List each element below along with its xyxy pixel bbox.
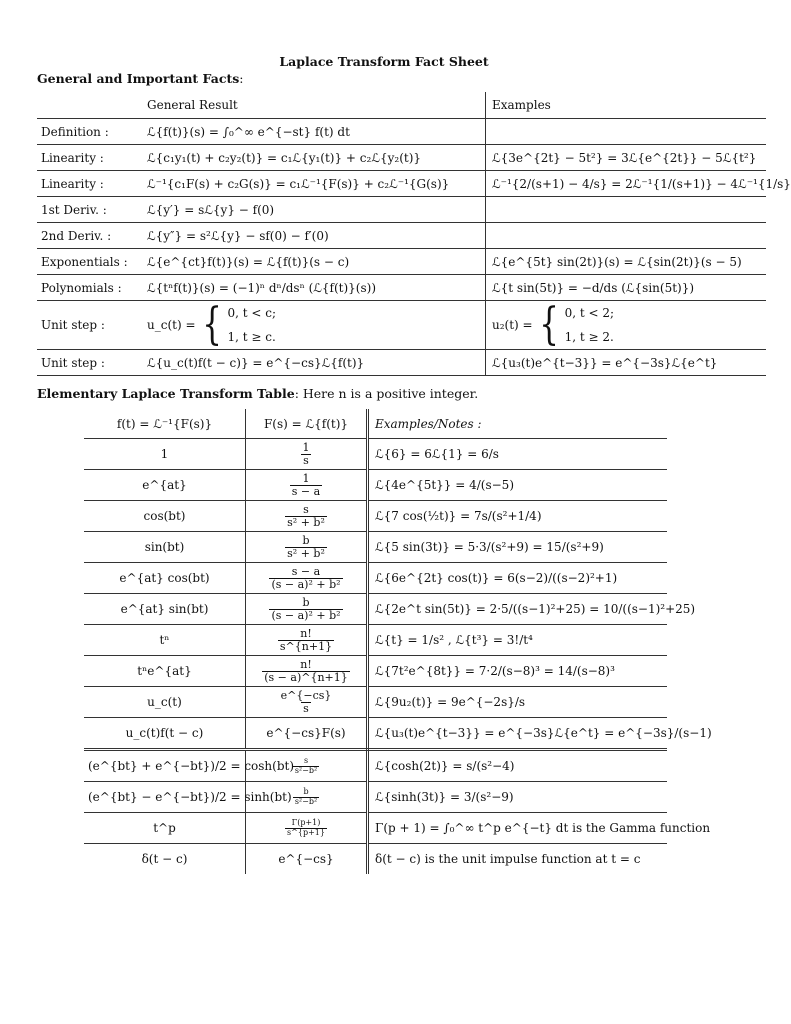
fact-example — [486, 301, 767, 350]
transform-row — [84, 470, 667, 501]
fact-label: Linearity : — [37, 145, 143, 171]
transform-note: ℒ{u₃(t)e^{t−3}} = e^{−3s}ℒ{e^t} = e^{−3s}/(s−1) — [368, 718, 668, 750]
transform-F — [246, 563, 368, 594]
transform-f: δ(t − c) — [84, 844, 246, 875]
fraction-denominator: (s − a)² + b² — [271, 577, 341, 591]
transform-f: e^{at} cos(bt) — [84, 563, 246, 594]
transform-row — [84, 563, 667, 594]
fact-example: ℒ{e^{5t} sin(2t)}(s) = ℒ{sin(2t)}(s − 5) — [486, 249, 767, 275]
fraction-denominator: s² + b² — [287, 515, 325, 529]
fact-example: ℒ{t sin(5t)} = −d/ds (ℒ{sin(5t)}) — [486, 275, 767, 301]
facts-row — [37, 249, 766, 275]
fraction-numerator: n! — [300, 626, 312, 640]
fact-result: ℒ{f(t)}(s) = ∫₀^∞ e^{−st} f(t) dt — [143, 119, 486, 145]
transform-f: cos(bt) — [84, 501, 246, 532]
transform-note: δ(t − c) is the unit impulse function at t = c — [375, 852, 641, 866]
fact-example — [486, 223, 767, 249]
transform-f: tⁿ — [84, 625, 246, 656]
fraction-denominator: s − a — [291, 484, 321, 498]
transform-fraction — [301, 442, 312, 466]
fraction-denominator: (s − a)^{n+1} — [264, 670, 348, 684]
laplace-transform-table — [84, 409, 712, 874]
unit-step-definition-lhs: u_c(t) = — [147, 318, 196, 332]
facts-row — [37, 119, 766, 145]
transform-F — [246, 594, 368, 625]
transform-row — [84, 844, 667, 875]
fact-result: ℒ{y″} = s²ℒ{y} − sf(0) − f′(0) — [143, 223, 486, 249]
fraction-numerator: 1 — [302, 471, 310, 485]
laplace-header-row — [84, 409, 667, 439]
unit-step-example-cases — [565, 306, 614, 344]
unit-step-example-case: 0, t < 2; — [564, 306, 615, 320]
fraction-denominator: s^{n+1} — [279, 639, 333, 653]
transform-F: e^{−cs}F(s) — [246, 718, 368, 750]
facts-row — [37, 350, 766, 376]
transform-F — [246, 439, 368, 470]
transform-f: (e^{bt} + e^{−bt})/2 = cosh(bt) — [84, 750, 246, 782]
transform-F — [246, 687, 368, 718]
transform-fraction — [285, 819, 327, 837]
transform-f: sin(bt) — [84, 532, 246, 563]
transform-fraction — [293, 757, 319, 775]
fraction-numerator: e^{−cs} — [280, 688, 332, 702]
fact-label: Polynomials : — [37, 275, 143, 301]
unit-step-example-case: 1, t ≥ 2. — [564, 330, 614, 344]
header-f: f(t) = ℒ⁻¹{F(s)} — [84, 409, 246, 439]
unit-step-definition — [147, 299, 277, 351]
transform-note: ℒ{7t²e^{8t}} = 7·2/(s−8)³ = 14/(s−8)³ — [368, 656, 668, 687]
transform-note: ℒ{sinh(3t)} = 3/(s²−9) — [368, 782, 668, 813]
unit-step-example-brace: { — [538, 299, 559, 351]
transform-note: ℒ{6} = 6ℒ{1} = 6/s — [368, 439, 668, 470]
transform-note: ℒ{4e^{5t}} = 4/(s−5) — [368, 470, 668, 501]
facts-row — [37, 223, 766, 249]
transform-F — [246, 625, 368, 656]
fact-result: ℒ⁻¹{c₁F(s) + c₂G(s)} = c₁ℒ⁻¹{F(s)} + c₂ℒ⁻¹{G(s)} — [143, 171, 486, 197]
transform-f: tⁿe^{at} — [84, 656, 246, 687]
fact-label: 2nd Deriv. : — [37, 223, 143, 249]
transform-fraction — [290, 473, 322, 497]
transform-note: ℒ{5 sin(3t)} = 5·3/(s²+9) = 15/(s²+9) — [368, 532, 668, 563]
transform-row — [84, 782, 667, 813]
transform-fraction — [285, 535, 327, 559]
fraction-denominator: s — [303, 453, 309, 467]
transform-fraction — [269, 566, 342, 590]
fraction-denominator: s² + b² — [287, 546, 325, 560]
facts-header-examples: Examples — [486, 92, 767, 119]
transform-f: u_c(t)f(t − c) — [84, 718, 246, 750]
transform-f: t^p — [84, 813, 246, 844]
facts-table — [37, 92, 791, 376]
transform-row — [84, 501, 667, 532]
fact-example — [486, 197, 767, 223]
unit-step-definition-cases — [228, 306, 277, 344]
fraction-numerator: s — [303, 756, 309, 766]
facts-row — [37, 171, 766, 197]
fraction-denominator: s — [303, 701, 309, 715]
transform-note: ℒ{6e^{2t} cos(t)} = 6(s−2)/((s−2)²+1) — [368, 563, 668, 594]
transform-row — [84, 532, 667, 563]
facts-row — [37, 197, 766, 223]
transform-row — [84, 718, 667, 750]
fact-label: Unit step : — [37, 350, 143, 376]
unit-step-example — [492, 299, 615, 351]
transform-note: ℒ{2e^t sin(5t)} = 2·5/((s−1)²+25) = 10/((s−1)²+25) — [368, 594, 668, 625]
header-notes: Examples/Notes : — [368, 409, 668, 439]
fraction-numerator: 1 — [302, 440, 310, 454]
transform-row — [84, 750, 667, 782]
transform-fraction — [279, 690, 334, 714]
transform-note: Γ(p + 1) = ∫₀^∞ t^p e^{−t} dt is the Gamma function — [368, 813, 668, 844]
fraction-denominator: s²−b² — [294, 765, 318, 775]
fact-example: ℒ{3e^{2t} − 5t²} = 3ℒ{e^{2t}} − 5ℒ{t²} — [486, 145, 767, 171]
fact-result: ℒ{e^{ct}f(t)}(s) = ℒ{f(t)}(s − c) — [143, 249, 486, 275]
fraction-numerator: b — [303, 787, 309, 797]
transform-row — [84, 687, 667, 718]
transform-F: e^{−cs} — [246, 844, 368, 875]
transform-note: ℒ{7 cos(½t)} = 7s/(s²+1/4) — [368, 501, 668, 532]
fact-example: ℒ⁻¹{2/(s+1) − 4/s} = 2ℒ⁻¹{1/(s+1)} − 4ℒ⁻¹{1/s} — [486, 171, 767, 197]
transform-note: ℒ{t} = 1/s² , ℒ{t³} = 3!/t⁴ — [368, 625, 668, 656]
transform-F — [246, 813, 368, 844]
facts-row — [37, 301, 766, 350]
fact-result: ℒ{y′} = sℒ{y} − f(0) — [143, 197, 486, 223]
transform-F — [246, 532, 368, 563]
fraction-numerator: b — [302, 595, 310, 609]
fraction-numerator: s — [303, 502, 309, 516]
page-title: Laplace Transform Fact Sheet — [279, 54, 489, 69]
fraction-denominator: (s − a)² + b² — [271, 608, 341, 622]
fraction-numerator: Γ(p+1) — [291, 818, 321, 828]
fact-example: ℒ{u₃(t)e^{t−3}} = e^{−3s}ℒ{e^t} — [486, 350, 767, 376]
fact-result — [143, 301, 486, 350]
transform-f: 1 — [84, 439, 246, 470]
transform-f: e^{at} — [84, 470, 246, 501]
transform-row — [84, 625, 667, 656]
transform-f: (e^{bt} − e^{−bt})/2 = sinh(bt) — [84, 782, 246, 813]
header-F: F(s) = ℒ{f(t)} — [246, 409, 368, 439]
facts-row — [37, 275, 766, 301]
unit-step-definition-case: 0, t < c; — [227, 306, 277, 320]
transform-F — [246, 656, 368, 687]
transform-fraction — [278, 628, 334, 652]
transform-fraction — [269, 597, 342, 621]
transform-F — [246, 501, 368, 532]
facts-header-result: General Result — [143, 92, 486, 119]
transform-fraction — [285, 504, 327, 528]
fraction-denominator: s²−b² — [294, 796, 318, 806]
section-heading-table: Elementary Laplace Transform Table: Here n is a positive integer. — [37, 386, 479, 401]
transform-fraction — [262, 659, 350, 683]
transform-note: ℒ{cosh(2t)} = s/(s²−4) — [368, 750, 668, 782]
fact-result: ℒ{tⁿf(t)}(s) = (−1)ⁿ dⁿ/dsⁿ (ℒ{f(t)}(s)) — [143, 275, 486, 301]
transform-F — [246, 470, 368, 501]
fact-label: Definition : — [37, 119, 143, 145]
section-heading-facts: General and Important Facts: — [37, 71, 244, 86]
transform-row — [84, 813, 667, 844]
fraction-numerator: b — [302, 533, 310, 547]
unit-step-definition-brace: { — [201, 299, 222, 351]
transform-f: u_c(t) — [84, 687, 246, 718]
fact-result: ℒ{c₁y₁(t) + c₂y₂(t)} = c₁ℒ{y₁(t)} + c₂ℒ{y₂(t)} — [143, 145, 486, 171]
fact-example — [486, 119, 767, 145]
fact-label: Linearity : — [37, 171, 143, 197]
transform-fraction — [293, 788, 319, 806]
transform-row — [84, 439, 667, 470]
fraction-numerator: s − a — [291, 564, 321, 578]
fact-label: Unit step : — [37, 301, 143, 350]
transform-note: ℒ{9u₂(t)} = 9e^{−2s}/s — [368, 687, 668, 718]
fraction-numerator: n! — [300, 657, 312, 671]
facts-header-blank — [37, 92, 143, 119]
fraction-denominator: s^{p+1} — [287, 827, 325, 837]
transform-row — [84, 656, 667, 687]
fact-label: Exponentials : — [37, 249, 143, 275]
transform-row — [84, 594, 667, 625]
facts-row — [37, 145, 766, 171]
unit-step-example-lhs: u₂(t) = — [492, 318, 533, 332]
transform-f: e^{at} sin(bt) — [84, 594, 246, 625]
unit-step-definition-case: 1, t ≥ c. — [227, 330, 276, 344]
fact-label: 1st Deriv. : — [37, 197, 143, 223]
fact-result: ℒ{u_c(t)f(t − c)} = e^{−cs}ℒ{f(t)} — [143, 350, 486, 376]
facts-header-row — [37, 92, 766, 119]
